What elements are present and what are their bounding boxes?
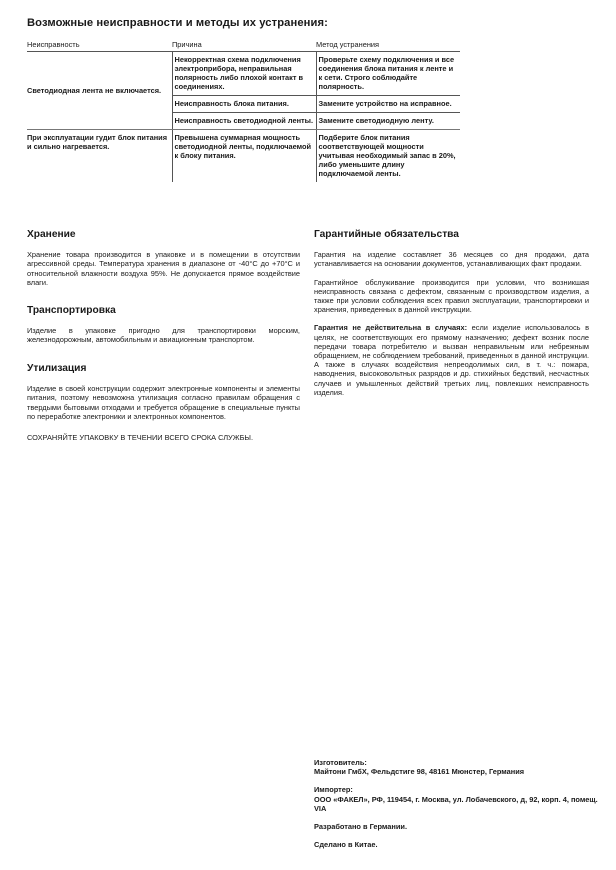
disposal-heading: Утилизация (27, 363, 87, 374)
header-fix: Метод устранения (316, 38, 460, 52)
transport-section (27, 306, 300, 354)
fix-cell: Проверьте схему подключения и все соединения блока питания к ленте и к сети. Строго соблюдайте полярность. (316, 52, 460, 96)
warranty-heading: Гарантийные обязательства (314, 229, 459, 240)
cause-cell: Неисправность блока питания. (172, 96, 316, 113)
transport-text: Изделие в упаковке пригодно для транспортировки морским, железнодорожным, автомобильным и авиационным транспортом. (27, 326, 300, 345)
importer-value: ООО «ФАКЕЛ», РФ, 119454, г. Москва, ул. Лобачевского, д, 92, корп. 4, помещ. VIA (314, 794, 598, 813)
cause-cell: Превышена суммарная мощность светодиодной ленты, подключаемой к блоку питания. (172, 130, 316, 183)
cause-cell: Неисправность светодиодной ленты. (172, 113, 316, 130)
manufacturer-value: Майтони ГмбХ, Фельдстиге 98, 48161 Мюнстер, Германия (314, 767, 525, 777)
fix-cell: Замените светодиодную ленту. (316, 113, 460, 130)
storage-text: Хранение товара производится в упаковке и в помещении в отсутствии агрессивной среды. Температура хранения в диапазоне от -40°C до +70°C и относительной влажности воздуха 95%. Не допускается прямое воздействие влаги. (27, 250, 300, 287)
troubleshooting-table (27, 38, 460, 182)
warranty-exclusions-text: если изделие использовалось в целях, не соответствующих его прямому назначению; дефект возник после передачи товара потребителю и вызван неправильным или небрежным обращением, не соблюдением требований, приведенных в данной инструкции. А также в случаях воздействия непреодолимых сил, в т. ч.: пожара, наводнения, высоковольтных разрядов и др. стихийных бедствий, несчастных случаев и умышленных действий третьих лиц, повлекших неисправность изделия. (314, 323, 590, 397)
storage-section (27, 230, 300, 296)
warranty-exclusions-label: Гарантия не действительна в случаях: (314, 323, 468, 333)
importer-label: Импортер: (314, 785, 353, 795)
fault-cell: Светодиодная лента не включается. (27, 52, 172, 130)
table-row (27, 52, 460, 96)
packaging-notice: СОХРАНЯЙТЕ УПАКОВКУ В ТЕЧЕНИИ ВСЕГО СРОКА СЛУЖБЫ. (27, 433, 254, 443)
cause-cell: Некорректная схема подключения электроприбора, неправильная полярность либо плохой контакт в соединениях. (172, 52, 316, 96)
manufacturer-label: Изготовитель: (314, 758, 367, 767)
manufacturer-block (314, 758, 604, 776)
imprint (314, 758, 604, 858)
table-header-row (27, 38, 460, 52)
header-fault: Неисправность (27, 38, 172, 52)
designed-in: Разработано в Германии. (314, 822, 408, 832)
page-title: Возможные неисправности и методы их устранения: (27, 17, 328, 29)
transport-heading: Транспортировка (27, 305, 116, 316)
warranty-exclusions (314, 323, 589, 397)
storage-heading: Хранение (27, 229, 76, 240)
warranty-term: Гарантия на изделие составляет 36 месяцев со дня продажи, дата устанавливается на основании документов, устанавливающих факт продажи. (314, 250, 589, 269)
warranty-section (314, 230, 589, 406)
warranty-service: Гарантийное обслуживание производится при условии, что возникшая неисправность связана с дефектом, связанным с производством изделия, а также при условии соблюдения всех правил эксплуатации, транспортировки и хранения, приведенных в данной инструкции. (314, 277, 589, 315)
fix-cell: Подберите блок питания соответствующей мощности учитывая необходимый запас в 20%, либо уменьшите длину подключаемой ленты. (316, 130, 460, 183)
table-row (27, 130, 460, 183)
fix-cell: Замените устройство на исправное. (316, 96, 460, 113)
header-cause: Причина (172, 38, 316, 52)
importer-block (314, 785, 604, 813)
made-in: Сделано в Китае. (314, 840, 378, 850)
disposal-text: Изделие в своей конструкции содержит электронные компоненты и элементы питания, поэтому невозможна утилизация согласно правилам обращения с твердыми бытовыми отходами и требуется обращение в специальные пункты по переработке электроники и электронных компонентов. (27, 384, 300, 421)
disposal-section (27, 364, 300, 451)
fault-cell: При эксплуатации гудит блок питания и сильно нагревается. (27, 133, 168, 151)
